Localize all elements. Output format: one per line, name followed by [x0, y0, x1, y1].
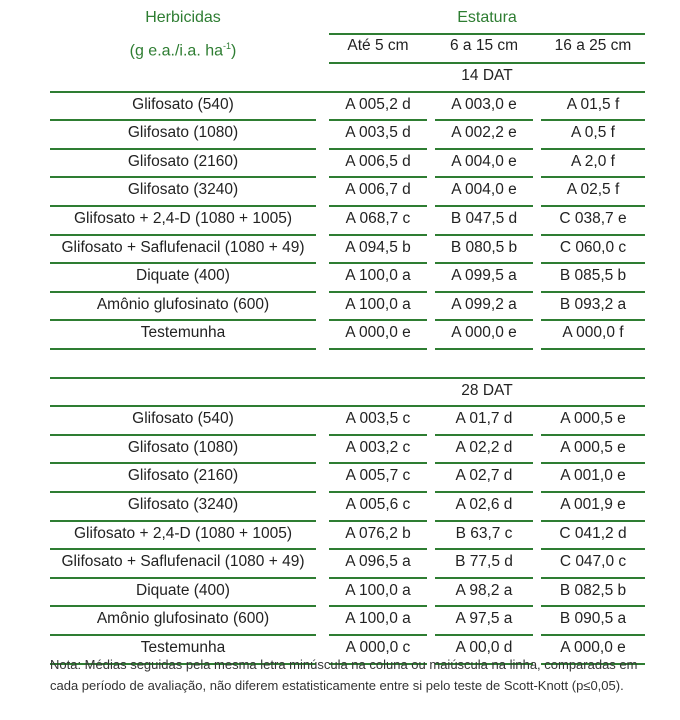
herbicide-name: Glifosato (540) — [132, 410, 234, 428]
value-6-15cm: A 02,2 d — [455, 438, 513, 456]
value-ate-5cm: A 100,0 a — [345, 267, 411, 285]
value-16-25cm: C 047,0 c — [559, 553, 627, 571]
table-row — [50, 520, 645, 548]
table-row — [50, 291, 645, 319]
value-6-15cm: A 004,0 e — [451, 152, 517, 170]
header-col-ate-5: Até 5 cm — [347, 37, 409, 54]
value-ate-5cm: A 003,2 c — [345, 438, 411, 456]
herbicide-name: Glifosato (2160) — [127, 152, 239, 170]
value-ate-5cm: A 006,7 d — [345, 181, 411, 199]
value-ate-5cm: A 100,0 a — [345, 295, 411, 313]
herbicide-name: Glifosato + Saflufenacil (1080 + 49) — [61, 238, 305, 256]
value-16-25cm: A 000,5 e — [560, 410, 626, 428]
divider — [50, 348, 316, 350]
header-row-1 — [50, 4, 645, 32]
herbicide-name: Glifosato (3240) — [127, 181, 239, 199]
section-label: 14 DAT — [461, 67, 513, 84]
herbicide-name: Testemunha — [140, 324, 226, 342]
table-row — [50, 262, 645, 290]
herbicide-name: Glifosato + 2,4-D (1080 + 1005) — [74, 210, 292, 227]
note-line-1: Nota: Médias seguidas pela mesma letra minúscula na coluna ou maiúscula na linha, comparadas em — [50, 657, 638, 672]
section-label: 28 DAT — [461, 381, 513, 399]
value-6-15cm: A 099,2 a — [451, 295, 517, 313]
herbicide-name: Glifosato (540) — [132, 95, 234, 113]
herbicide-name: Amônio glufosinato (600) — [96, 295, 270, 313]
herbicide-name: Diquate (400) — [136, 267, 230, 285]
herbicide-name: Glifosato (3240) — [127, 496, 239, 513]
table-row — [50, 548, 645, 576]
value-6-15cm: A 002,2 e — [451, 124, 517, 142]
table-row — [50, 148, 645, 176]
value-16-25cm: A 0,5 f — [571, 124, 615, 142]
divider — [435, 348, 533, 350]
value-6-15cm: A 000,0 e — [451, 324, 517, 342]
value-16-25cm: C 041,2 d — [559, 524, 627, 542]
value-ate-5cm: A 003,5 c — [345, 410, 411, 428]
value-6-15cm: A 004,0 e — [451, 181, 517, 199]
herbicide-name: Amônio glufosinato (600) — [96, 610, 270, 628]
table-row — [50, 405, 645, 433]
value-6-15cm: A 01,7 d — [455, 410, 513, 428]
value-ate-5cm: A 100,0 a — [345, 610, 411, 628]
herbicide-name: Glifosato + 2,4-D (1080 + 1005) — [74, 524, 292, 542]
value-6-15cm: A 98,2 a — [455, 581, 513, 599]
value-16-25cm: B 085,5 b — [559, 267, 627, 285]
value-ate-5cm: A 003,5 d — [345, 124, 411, 142]
value-ate-5cm: A 005,2 d — [345, 95, 411, 113]
table-row — [50, 434, 645, 462]
data-table — [50, 4, 645, 656]
value-6-15cm: A 02,6 d — [455, 496, 513, 513]
herbicide-name: Diquate (400) — [136, 581, 230, 599]
value-ate-5cm: A 005,6 c — [345, 496, 411, 513]
value-ate-5cm: A 100,0 a — [345, 581, 411, 599]
value-6-15cm: A 02,7 d — [455, 467, 513, 485]
value-16-25cm: B 082,5 b — [559, 581, 627, 599]
value-ate-5cm: A 000,0 e — [345, 324, 411, 342]
value-6-15cm: B 047,5 d — [450, 210, 518, 227]
herbicide-name: Glifosato (1080) — [127, 124, 239, 142]
table-row — [50, 605, 645, 633]
section-label-row — [50, 62, 645, 90]
value-ate-5cm: A 006,5 d — [345, 152, 411, 170]
value-6-15cm: B 63,7 c — [455, 524, 513, 542]
value-6-15cm: B 77,5 d — [455, 553, 513, 571]
value-ate-5cm: A 076,2 b — [345, 524, 411, 542]
value-16-25cm: A 2,0 f — [571, 152, 615, 170]
value-16-25cm: A 02,5 f — [566, 181, 620, 199]
header-herbicidas: Herbicidas — [145, 9, 221, 26]
herbicide-name: Testemunha — [140, 639, 226, 656]
divider — [329, 348, 427, 350]
value-6-15cm: A 003,0 e — [451, 95, 517, 113]
header-col-16-25: 16 a 25 cm — [554, 37, 632, 54]
value-16-25cm: C 038,7 e — [559, 210, 627, 227]
value-ate-5cm: A 000,0 c — [345, 639, 411, 656]
value-ate-5cm: A 068,7 c — [345, 210, 411, 227]
value-16-25cm: C 060,0 c — [559, 238, 627, 256]
herbicide-name: Glifosato (2160) — [127, 467, 239, 485]
table-row — [50, 91, 645, 119]
value-6-15cm: A 97,5 a — [455, 610, 513, 628]
value-ate-5cm: A 096,5 a — [345, 553, 411, 571]
herbicide-name: Glifosato (1080) — [127, 438, 239, 456]
value-6-15cm: A 099,5 a — [451, 267, 517, 285]
header-row-2 — [50, 32, 645, 60]
value-16-25cm: A 000,5 e — [560, 438, 626, 456]
header-estatura: Estatura — [457, 9, 517, 26]
section-label-row — [50, 377, 645, 405]
note-line-2: cada período de avaliação, não diferem estatisticamente entre si pelo teste de Scott-Knott (p≤0,05). — [50, 678, 624, 693]
table-row — [50, 491, 645, 519]
value-6-15cm: B 080,5 b — [450, 238, 518, 256]
table-row — [50, 577, 645, 605]
value-16-25cm: B 093,2 a — [559, 295, 627, 313]
table-row — [50, 234, 645, 262]
header-dose-unit: (g e.a./i.a. $ha^{-1}$) — [129, 41, 237, 60]
herbicide-name: Glifosato + Saflufenacil (1080 + 49) — [61, 553, 305, 571]
value-6-15cm: A 00,0 d — [455, 639, 513, 656]
value-16-25cm: A 000,0 f — [562, 324, 624, 342]
table-row — [50, 176, 645, 204]
table-row — [50, 119, 645, 147]
value-16-25cm: A 01,5 f — [566, 95, 620, 113]
header-col-6-15: 6 a 15 cm — [449, 37, 519, 54]
table-row — [50, 205, 645, 233]
value-16-25cm: A 000,0 e — [560, 639, 626, 656]
value-16-25cm: A 001,9 e — [560, 496, 626, 513]
value-ate-5cm: A 094,5 b — [345, 238, 411, 256]
value-ate-5cm: A 005,7 c — [345, 467, 411, 485]
table-row — [50, 462, 645, 490]
table-note — [50, 654, 650, 696]
divider — [541, 348, 645, 350]
table-row — [50, 319, 645, 347]
value-16-25cm: A 001,0 e — [560, 467, 626, 485]
value-16-25cm: B 090,5 a — [559, 610, 627, 628]
